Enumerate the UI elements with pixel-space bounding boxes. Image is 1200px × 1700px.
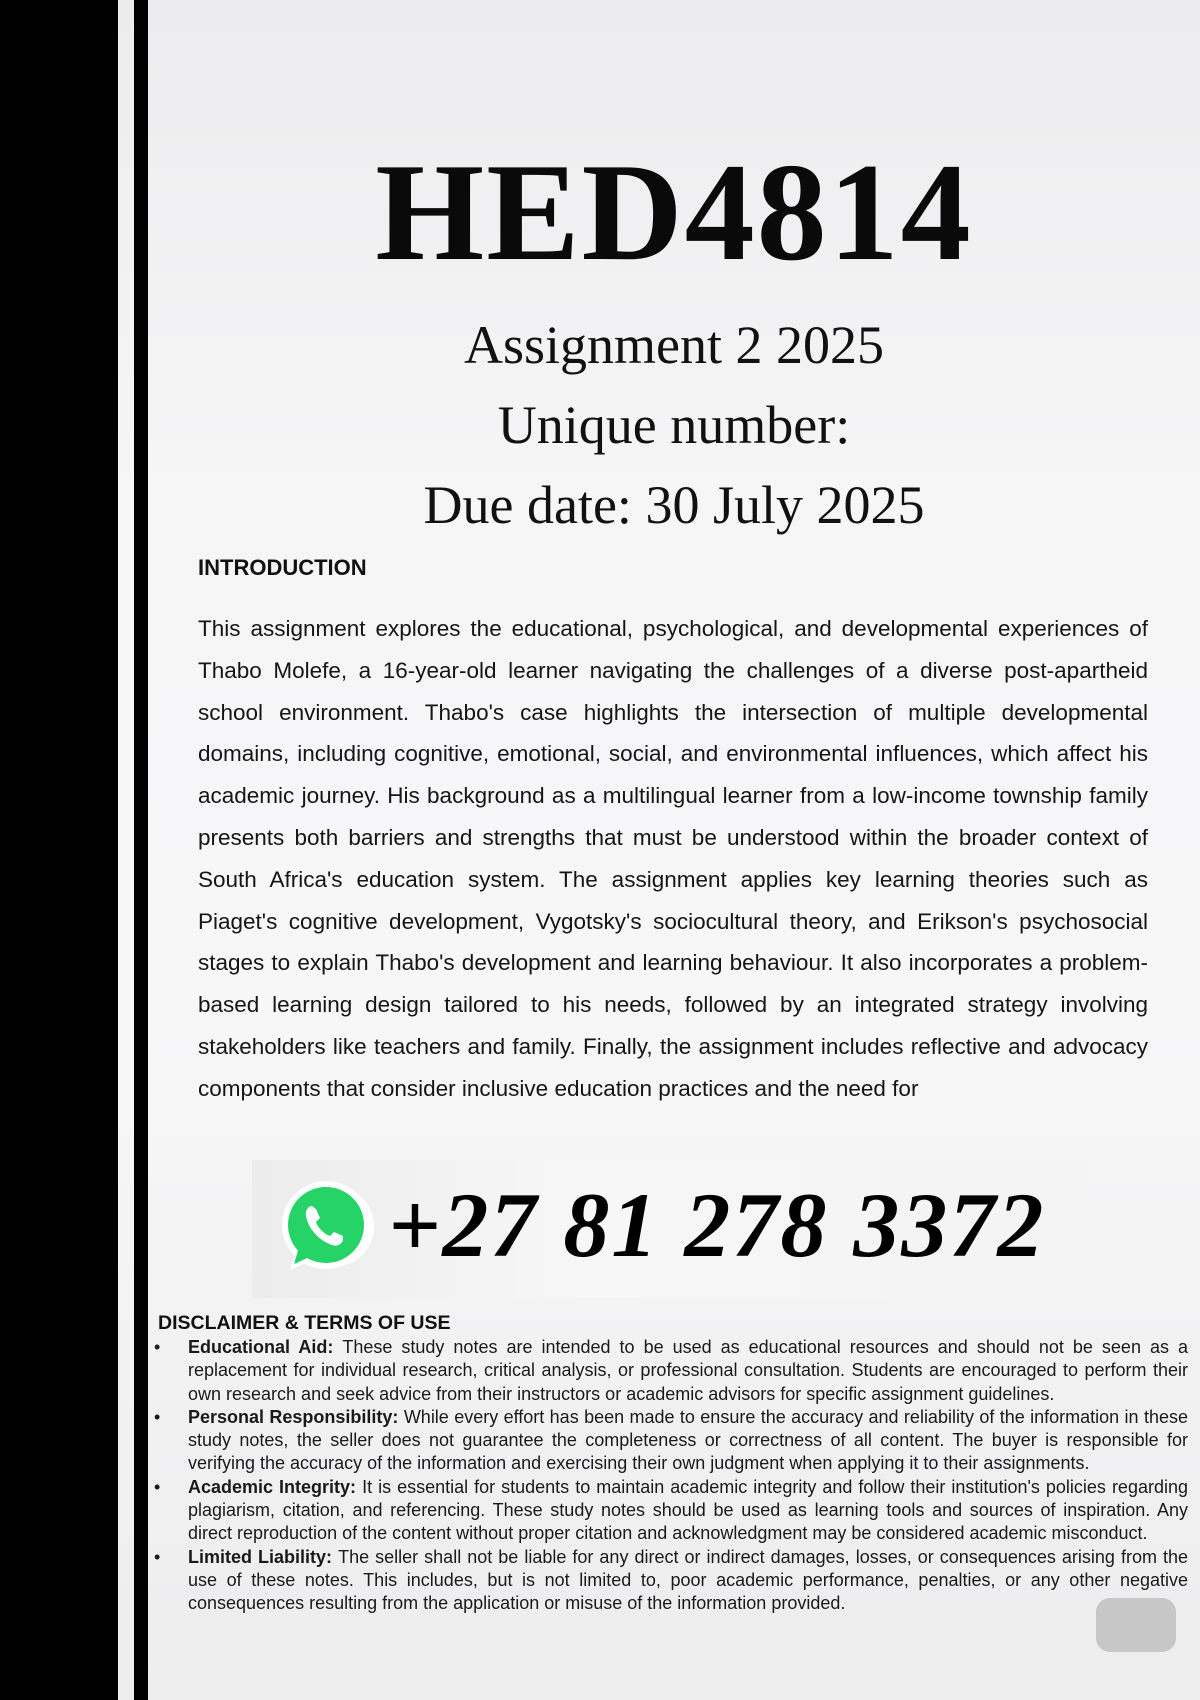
introduction-heading: INTRODUCTION — [198, 555, 367, 580]
whatsapp-icon — [276, 1178, 376, 1278]
unique-number: Unique number: — [497, 395, 851, 455]
disclaimer-item-limited-liability — [154, 1546, 1189, 1616]
phone-number: +27 81 278 3372 — [388, 1174, 1046, 1276]
disclaimer-heading: DISCLAIMER & TERMS OF USE — [158, 1312, 451, 1334]
introduction-body: This assignment explores the educational, psychological, and developmental experiences of Thabo Molefe, a 16-year-old learner navigating the challenges of a diverse post-apartheid school environment. Thabo's case highlights the intersection of multiple developmental domains, including cognitive, emotional, social, and environmental influences, which affect his academic journey. His background as a multilingual learner from a low-income township family presents both barriers and strengths that must be understood within the broader context of South Africa's education system. The assignment applies key learning theories such as Piaget's cognitive development, Vygotsky's sociocultural theory, and Erikson's psychosocial stages to explain Thabo's development and learning behaviour. It also incorporates a problem-based learning design tailored to his needs, followed by an integrated strategy involving stakeholders like teachers and family. Finally, the assignment includes reflective and advocacy components that consider inclusive education practices and the need for — [198, 616, 1148, 1101]
disclaimer-item-title: Academic Integrity: — [188, 1476, 363, 1497]
disclaimer-list — [154, 1336, 1189, 1616]
disclaimer-item-text: It is essential for students to maintain academic integrity and follow their institution's policies regarding plagiarism, citation, and referencing. These study notes should be used as learning tools and sources of inspiration. Any direct reproduction of the content without proper citation and acknowledgment may be considered academic misconduct. — [188, 1476, 1188, 1544]
bullet-icon: • — [154, 1337, 161, 1357]
left-black-bar — [0, 0, 118, 1700]
disclaimer-item-text: While every effort has been made to ensure the accuracy and reliability of the information in these study notes, the seller does not guarantee the completeness or correctness of all content. The buyer is responsible for verifying the accuracy of the information and exercising their own judgment when applying it to their assignments. — [188, 1406, 1188, 1474]
disclaimer-item-title: Personal Responsibility: — [188, 1406, 404, 1427]
course-code: HED4814 — [375, 135, 973, 290]
disclaimer-item-educational-aid — [154, 1336, 1188, 1406]
disclaimer-item-text: The seller shall not be liable for any direct or indirect damages, losses, or consequences arising from the use of these notes. This includes, but is not limited to, poor academic performance, penalties, or any other negative consequences resulting from the application or misuse of the information provided. — [188, 1546, 1189, 1614]
bullet-icon: • — [154, 1406, 161, 1427]
disclaimer-item-text: These study notes are intended to be used as educational resources and should not be seen as a replacement for individual research, critical analysis, or professional consultation. Students are encouraged to perform their own research and seek advice from their instructors or academic advisors for specific assignment guidelines. — [188, 1337, 1188, 1404]
disclaimer-item-academic-integrity — [154, 1476, 1188, 1546]
bullet-icon: • — [154, 1476, 161, 1497]
left-thin-bar — [134, 0, 148, 1700]
disclaimer-item-title: Educational Aid: — [188, 1337, 343, 1357]
disclaimer-item-title: Limited Liability: — [188, 1546, 339, 1567]
due-date: Due date: 30 July 2025 — [423, 475, 925, 535]
corner-badge[interactable] — [1096, 1598, 1176, 1652]
bullet-icon: • — [154, 1546, 161, 1567]
disclaimer-item-personal-responsibility — [154, 1406, 1188, 1476]
assignment-title: Assignment 2 2025 — [463, 315, 884, 375]
